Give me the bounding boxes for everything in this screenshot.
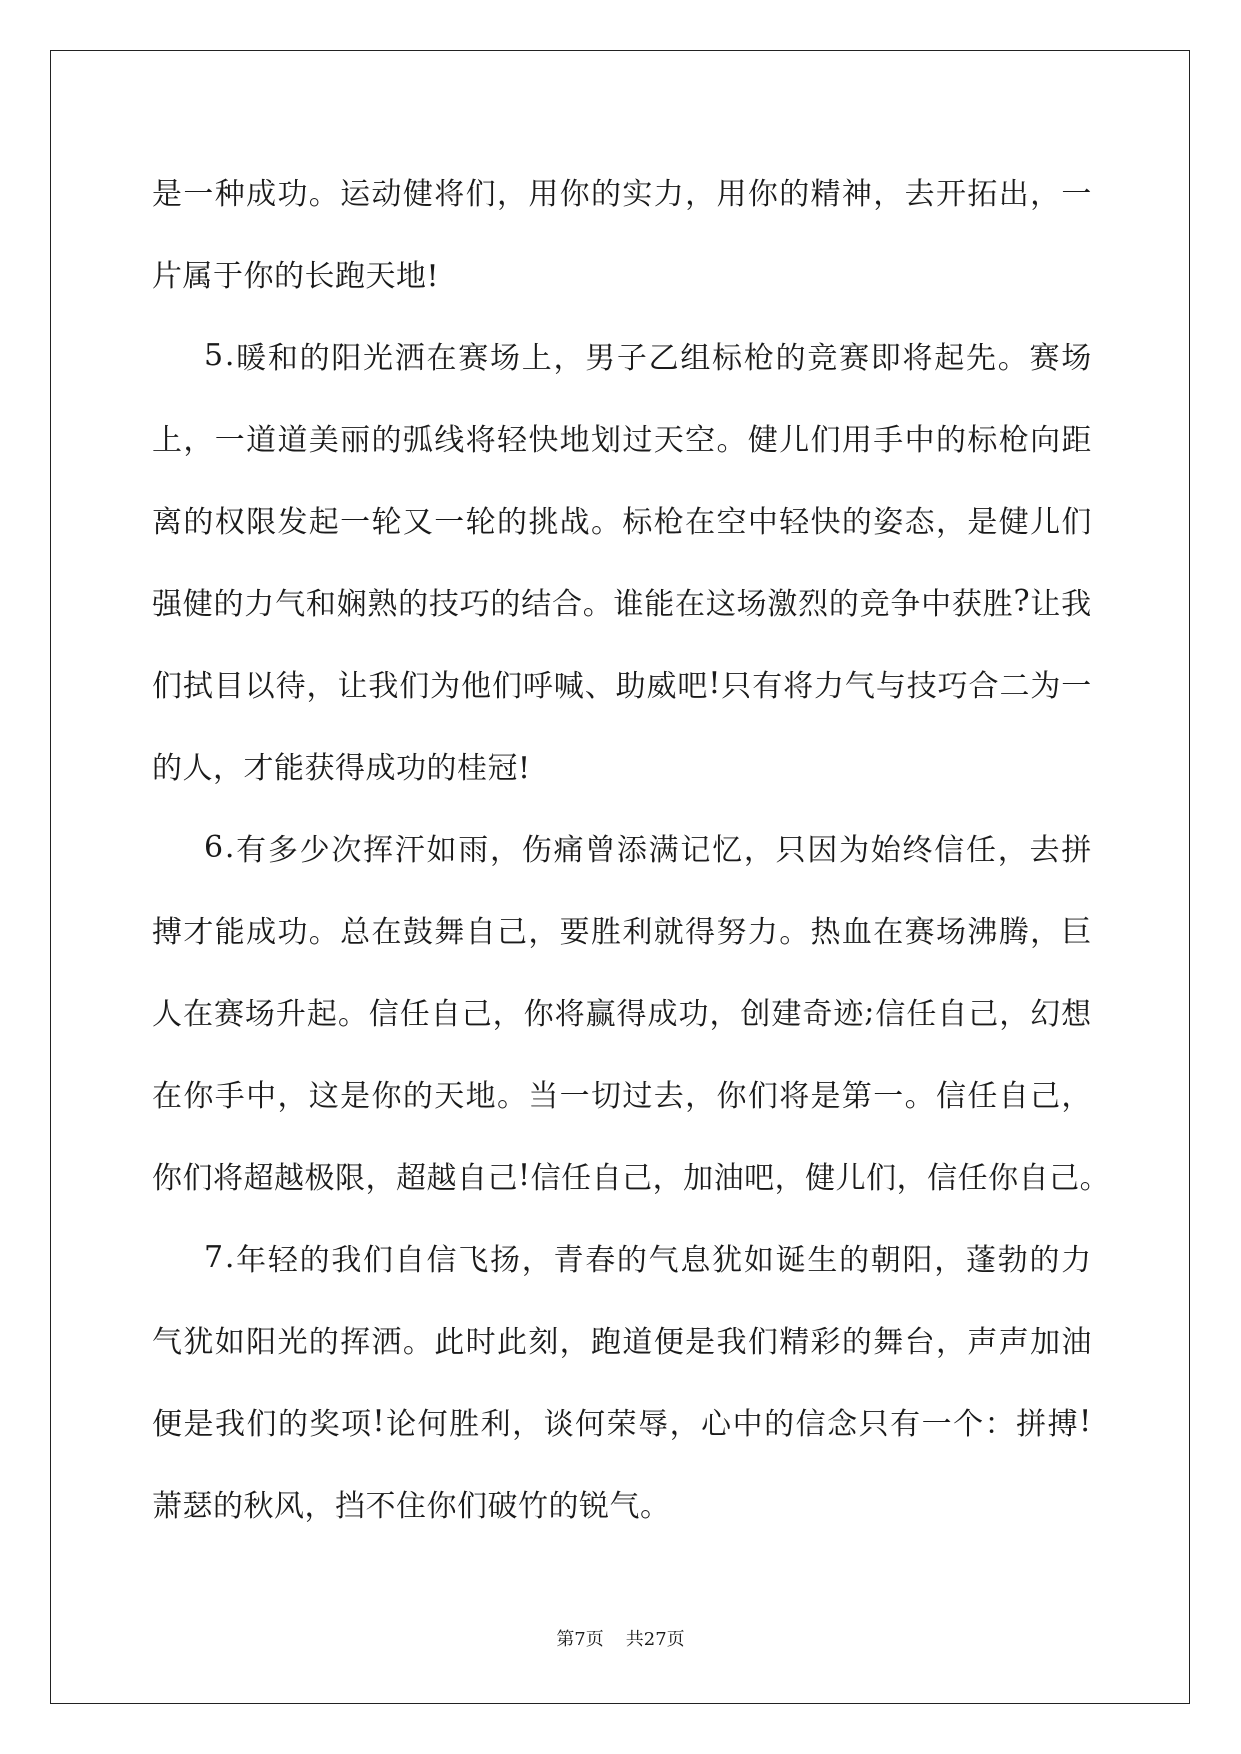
text-line: 便 是 我 们 的 奖 项 ! 论 何 胜 利 ， 谈 何 荣 辱 ， 心 中 的 信 念 只 有 一 个 ： 拼 搏 ! [152,1403,1092,1442]
paragraph-first-line: 6 . 有 多 少 次 挥 汗 如 雨 ， 伤 痛 曾 添 满 记 忆 ， 只 因 为 始 终 信 任 ， 去 拼 [204,829,1092,868]
page-footer [0,1625,1241,1651]
text-line: 人 在 赛 场 升 起 。 信 任 自 己 ， 你 将 赢 得 成 功 ， 创 建 奇 迹 ; 信 任 自 己 ， 幻 想 [152,993,1092,1032]
page-number: 第7页 [556,1629,604,1650]
text-line: 的人，才能获得成功的桂冠! [152,751,531,786]
text-line: 们 拭 目 以 待 ， 让 我 们 为 他 们 呼 喊 、 助 威 吧 ! 只 有 将 力 气 与 技 巧 合 二 为 一 [152,665,1092,704]
page-total: 共27页 [625,1629,685,1650]
paragraph-first-line: 5 . 暖 和 的 阳 光 洒 在 赛 场 上 ， 男 子 乙 组 标 枪 的 竞 赛 即 将 起 先 。 赛 场 [204,337,1092,376]
text-line: 上 ， 一 道 道 美 丽 的 弧 线 将 轻 快 地 划 过 天 空 。 健 儿 们 用 手 中 的 标 枪 向 距 [152,423,1092,458]
text-line: 强 健 的 力 气 和 娴 熟 的 技 巧 的 结 合 。 谁 能 在 这 场 激 烈 的 竞 争 中 获 胜 ? 让 我 [152,583,1092,622]
text-line: 搏 才 能 成 功 。 总 在 鼓 舞 自 己 ， 要 胜 利 就 得 努 力 。 热 血 在 赛 场 沸 腾 ， 巨 [152,915,1092,950]
text-line: 气 犹 如 阳 光 的 挥 洒 。 此 时 此 刻 ， 跑 道 便 是 我 们 精 彩 的 舞 台 ， 声 声 加 油 [152,1325,1092,1360]
text-line: 你 们 将 超 越 极 限 ， 超 越 自 己 ! 信 任 自 己 ， 加 油 吧 ， 健 儿 们 ， 信 任 你 自 己 。 [152,1157,1111,1196]
text-line: 是 一 种 成 功 。 运 动 健 将 们 ， 用 你 的 实 力 ， 用 你 的 精 神 ， 去 开 拓 出 ， 一 [152,177,1092,212]
text-line: 萧瑟的秋风，挡不住你们破竹的锐气。 [152,1489,671,1524]
text-line: 在 你 手 中 ， 这 是 你 的 天 地 。 当 一 切 过 去 ， 你 们 将 是 第 一 。 信 任 自 己 ， [152,1079,1092,1114]
paragraph-first-line: 7 . 年 轻 的 我 们 自 信 飞 扬 ， 青 春 的 气 息 犹 如 诞 生 的 朝 阳 ， 蓬 勃 的 力 [204,1239,1092,1278]
document-body [152,150,1111,1544]
text-line: 片属于你的长跑天地! [152,259,440,294]
text-line: 离 的 权 限 发 起 一 轮 又 一 轮 的 挑 战 。 标 枪 在 空 中 轻 快 的 姿 态 ， 是 健 儿 们 [152,505,1092,540]
